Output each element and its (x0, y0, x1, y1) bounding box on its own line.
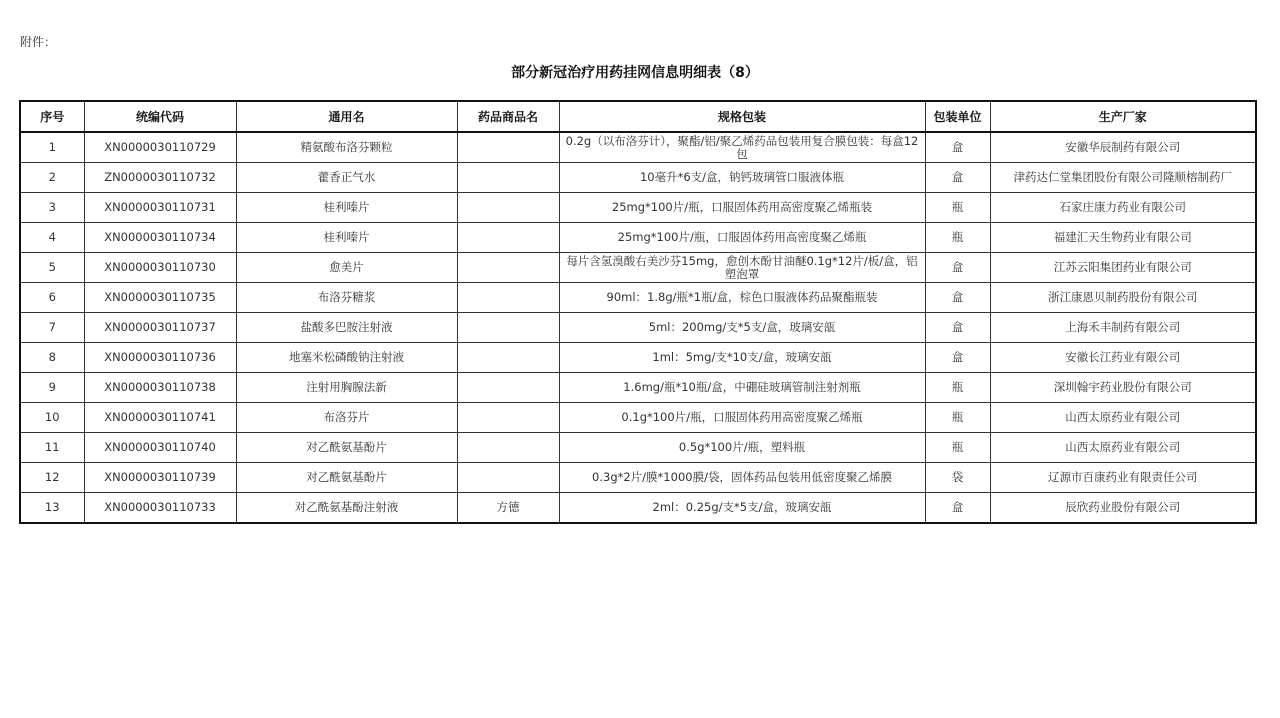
table-row (20, 193, 1256, 223)
generic-name: 对乙酰氨基酚片 (236, 463, 457, 493)
table-row (20, 433, 1256, 463)
row-number: 4 (20, 223, 84, 253)
manufacturer: 上海禾丰制药有限公司 (990, 313, 1256, 343)
row-number: 13 (20, 493, 84, 524)
generic-name: 对乙酰氨基酚注射液 (236, 493, 457, 524)
generic-name: 注射用胸腺法新 (236, 373, 457, 403)
row-number: 6 (20, 283, 84, 313)
manufacturer: 江苏云阳集团药业有限公司 (990, 253, 1256, 283)
row-number: 10 (20, 403, 84, 433)
spec-package: 25mg*100片/瓶，口服固体药用高密度聚乙烯瓶 (559, 223, 925, 253)
generic-name: 对乙酰氨基酚片 (236, 433, 457, 463)
table-row (20, 373, 1256, 403)
package-unit: 瓶 (925, 433, 990, 463)
drug-code: XN0000030110740 (84, 433, 236, 463)
spec-package: 25mg*100片/瓶，口服固体药用高密度聚乙烯瓶装 (559, 193, 925, 223)
package-unit: 盒 (925, 132, 990, 163)
spec-package: 0.5g*100片/瓶，塑料瓶 (559, 433, 925, 463)
row-number: 8 (20, 343, 84, 373)
package-unit: 盒 (925, 163, 990, 193)
row-number: 2 (20, 163, 84, 193)
generic-name: 桂利嗪片 (236, 223, 457, 253)
generic-name: 桂利嗪片 (236, 193, 457, 223)
table-row (20, 463, 1256, 493)
spec-package: 0.1g*100片/瓶，口服固体药用高密度聚乙烯瓶 (559, 403, 925, 433)
package-unit: 盒 (925, 493, 990, 524)
package-unit: 瓶 (925, 193, 990, 223)
header-cell: 规格包装 (559, 101, 925, 132)
drug-code: XN0000030110741 (84, 403, 236, 433)
generic-name: 布洛芬糖浆 (236, 283, 457, 313)
drug-code: XN0000030110735 (84, 283, 236, 313)
package-unit: 瓶 (925, 223, 990, 253)
package-unit: 盒 (925, 253, 990, 283)
spec-package: 每片含氢溴酸右美沙芬15mg，愈创木酚甘油醚0.1g*12片/板/盒，铝塑泡罩 (559, 253, 925, 283)
spec-package: 1.6mg/瓶*10瓶/盒，中硼硅玻璃管制注射剂瓶 (559, 373, 925, 403)
row-number: 5 (20, 253, 84, 283)
manufacturer: 辰欣药业股份有限公司 (990, 493, 1256, 524)
spec-package: 90ml：1.8g/瓶*1瓶/盒，棕色口服液体药品聚酯瓶装 (559, 283, 925, 313)
header-cell: 通用名 (236, 101, 457, 132)
manufacturer: 山西太原药业有限公司 (990, 403, 1256, 433)
generic-name: 精氨酸布洛芬颗粒 (236, 132, 457, 163)
table-row (20, 343, 1256, 373)
table-row (20, 132, 1256, 163)
brand-name (457, 373, 559, 403)
package-unit: 瓶 (925, 403, 990, 433)
drug-code: XN0000030110739 (84, 463, 236, 493)
brand-name (457, 343, 559, 373)
table-header-row (20, 101, 1256, 132)
row-number: 7 (20, 313, 84, 343)
attachment-label: 附件： (20, 35, 57, 49)
manufacturer: 山西太原药业有限公司 (990, 433, 1256, 463)
table-row (20, 223, 1256, 253)
package-unit: 袋 (925, 463, 990, 493)
brand-name (457, 463, 559, 493)
brand-name (457, 253, 559, 283)
drug-code: XN0000030110736 (84, 343, 236, 373)
header-cell: 序号 (20, 101, 84, 132)
table-row (20, 283, 1256, 313)
brand-name (457, 132, 559, 163)
header-cell: 包装单位 (925, 101, 990, 132)
drug-detail-table (19, 100, 1257, 524)
brand-name: 方德 (457, 493, 559, 524)
generic-name: 布洛芬片 (236, 403, 457, 433)
drug-code: XN0000030110734 (84, 223, 236, 253)
spec-package: 2ml：0.25g/支*5支/盒，玻璃安瓿 (559, 493, 925, 524)
table-row (20, 253, 1256, 283)
brand-name (457, 433, 559, 463)
package-unit: 盒 (925, 313, 990, 343)
page-title: 部分新冠治疗用药挂网信息明细表（8） (511, 65, 759, 81)
manufacturer: 深圳翰宇药业股份有限公司 (990, 373, 1256, 403)
row-number: 9 (20, 373, 84, 403)
package-unit: 瓶 (925, 373, 990, 403)
drug-code: XN0000030110738 (84, 373, 236, 403)
generic-name: 盐酸多巴胺注射液 (236, 313, 457, 343)
brand-name (457, 313, 559, 343)
drug-code: XN0000030110730 (84, 253, 236, 283)
manufacturer: 福建汇天生物药业有限公司 (990, 223, 1256, 253)
drug-code: XN0000030110729 (84, 132, 236, 163)
manufacturer: 安徽华辰制药有限公司 (990, 132, 1256, 163)
drug-code: ZN0000030110732 (84, 163, 236, 193)
brand-name (457, 193, 559, 223)
drug-code: XN0000030110731 (84, 193, 236, 223)
generic-name: 地塞米松磷酸钠注射液 (236, 343, 457, 373)
drug-code: XN0000030110733 (84, 493, 236, 524)
brand-name (457, 163, 559, 193)
brand-name (457, 223, 559, 253)
table-row (20, 403, 1256, 433)
generic-name: 藿香正气水 (236, 163, 457, 193)
package-unit: 盒 (925, 283, 990, 313)
brand-name (457, 283, 559, 313)
row-number: 3 (20, 193, 84, 223)
row-number: 1 (20, 132, 84, 163)
manufacturer: 辽源市百康药业有限责任公司 (990, 463, 1256, 493)
spec-package: 10毫升*6支/盒，钠钙玻璃管口服液体瓶 (559, 163, 925, 193)
manufacturer: 浙江康恩贝制药股份有限公司 (990, 283, 1256, 313)
package-unit: 盒 (925, 343, 990, 373)
spec-package: 0.2g（以布洛芬计），聚酯/铝/聚乙烯药品包装用复合膜包装：每盒12包 (559, 132, 925, 163)
manufacturer: 津药达仁堂集团股份有限公司隆顺榕制药厂 (990, 163, 1256, 193)
manufacturer: 安徽长江药业有限公司 (990, 343, 1256, 373)
manufacturer: 石家庄康力药业有限公司 (990, 193, 1256, 223)
row-number: 12 (20, 463, 84, 493)
table-row (20, 313, 1256, 343)
generic-name: 愈美片 (236, 253, 457, 283)
table-row (20, 163, 1256, 193)
drug-code: XN0000030110737 (84, 313, 236, 343)
header-cell: 生产厂家 (990, 101, 1256, 132)
header-cell: 统编代码 (84, 101, 236, 132)
brand-name (457, 403, 559, 433)
spec-package: 1ml：5mg/支*10支/盒，玻璃安瓿 (559, 343, 925, 373)
spec-package: 0.3g*2片/膜*1000膜/袋，固体药品包装用低密度聚乙烯膜 (559, 463, 925, 493)
row-number: 11 (20, 433, 84, 463)
table-row (20, 493, 1256, 524)
spec-package: 5ml：200mg/支*5支/盒，玻璃安瓿 (559, 313, 925, 343)
header-cell: 药品商品名 (457, 101, 559, 132)
